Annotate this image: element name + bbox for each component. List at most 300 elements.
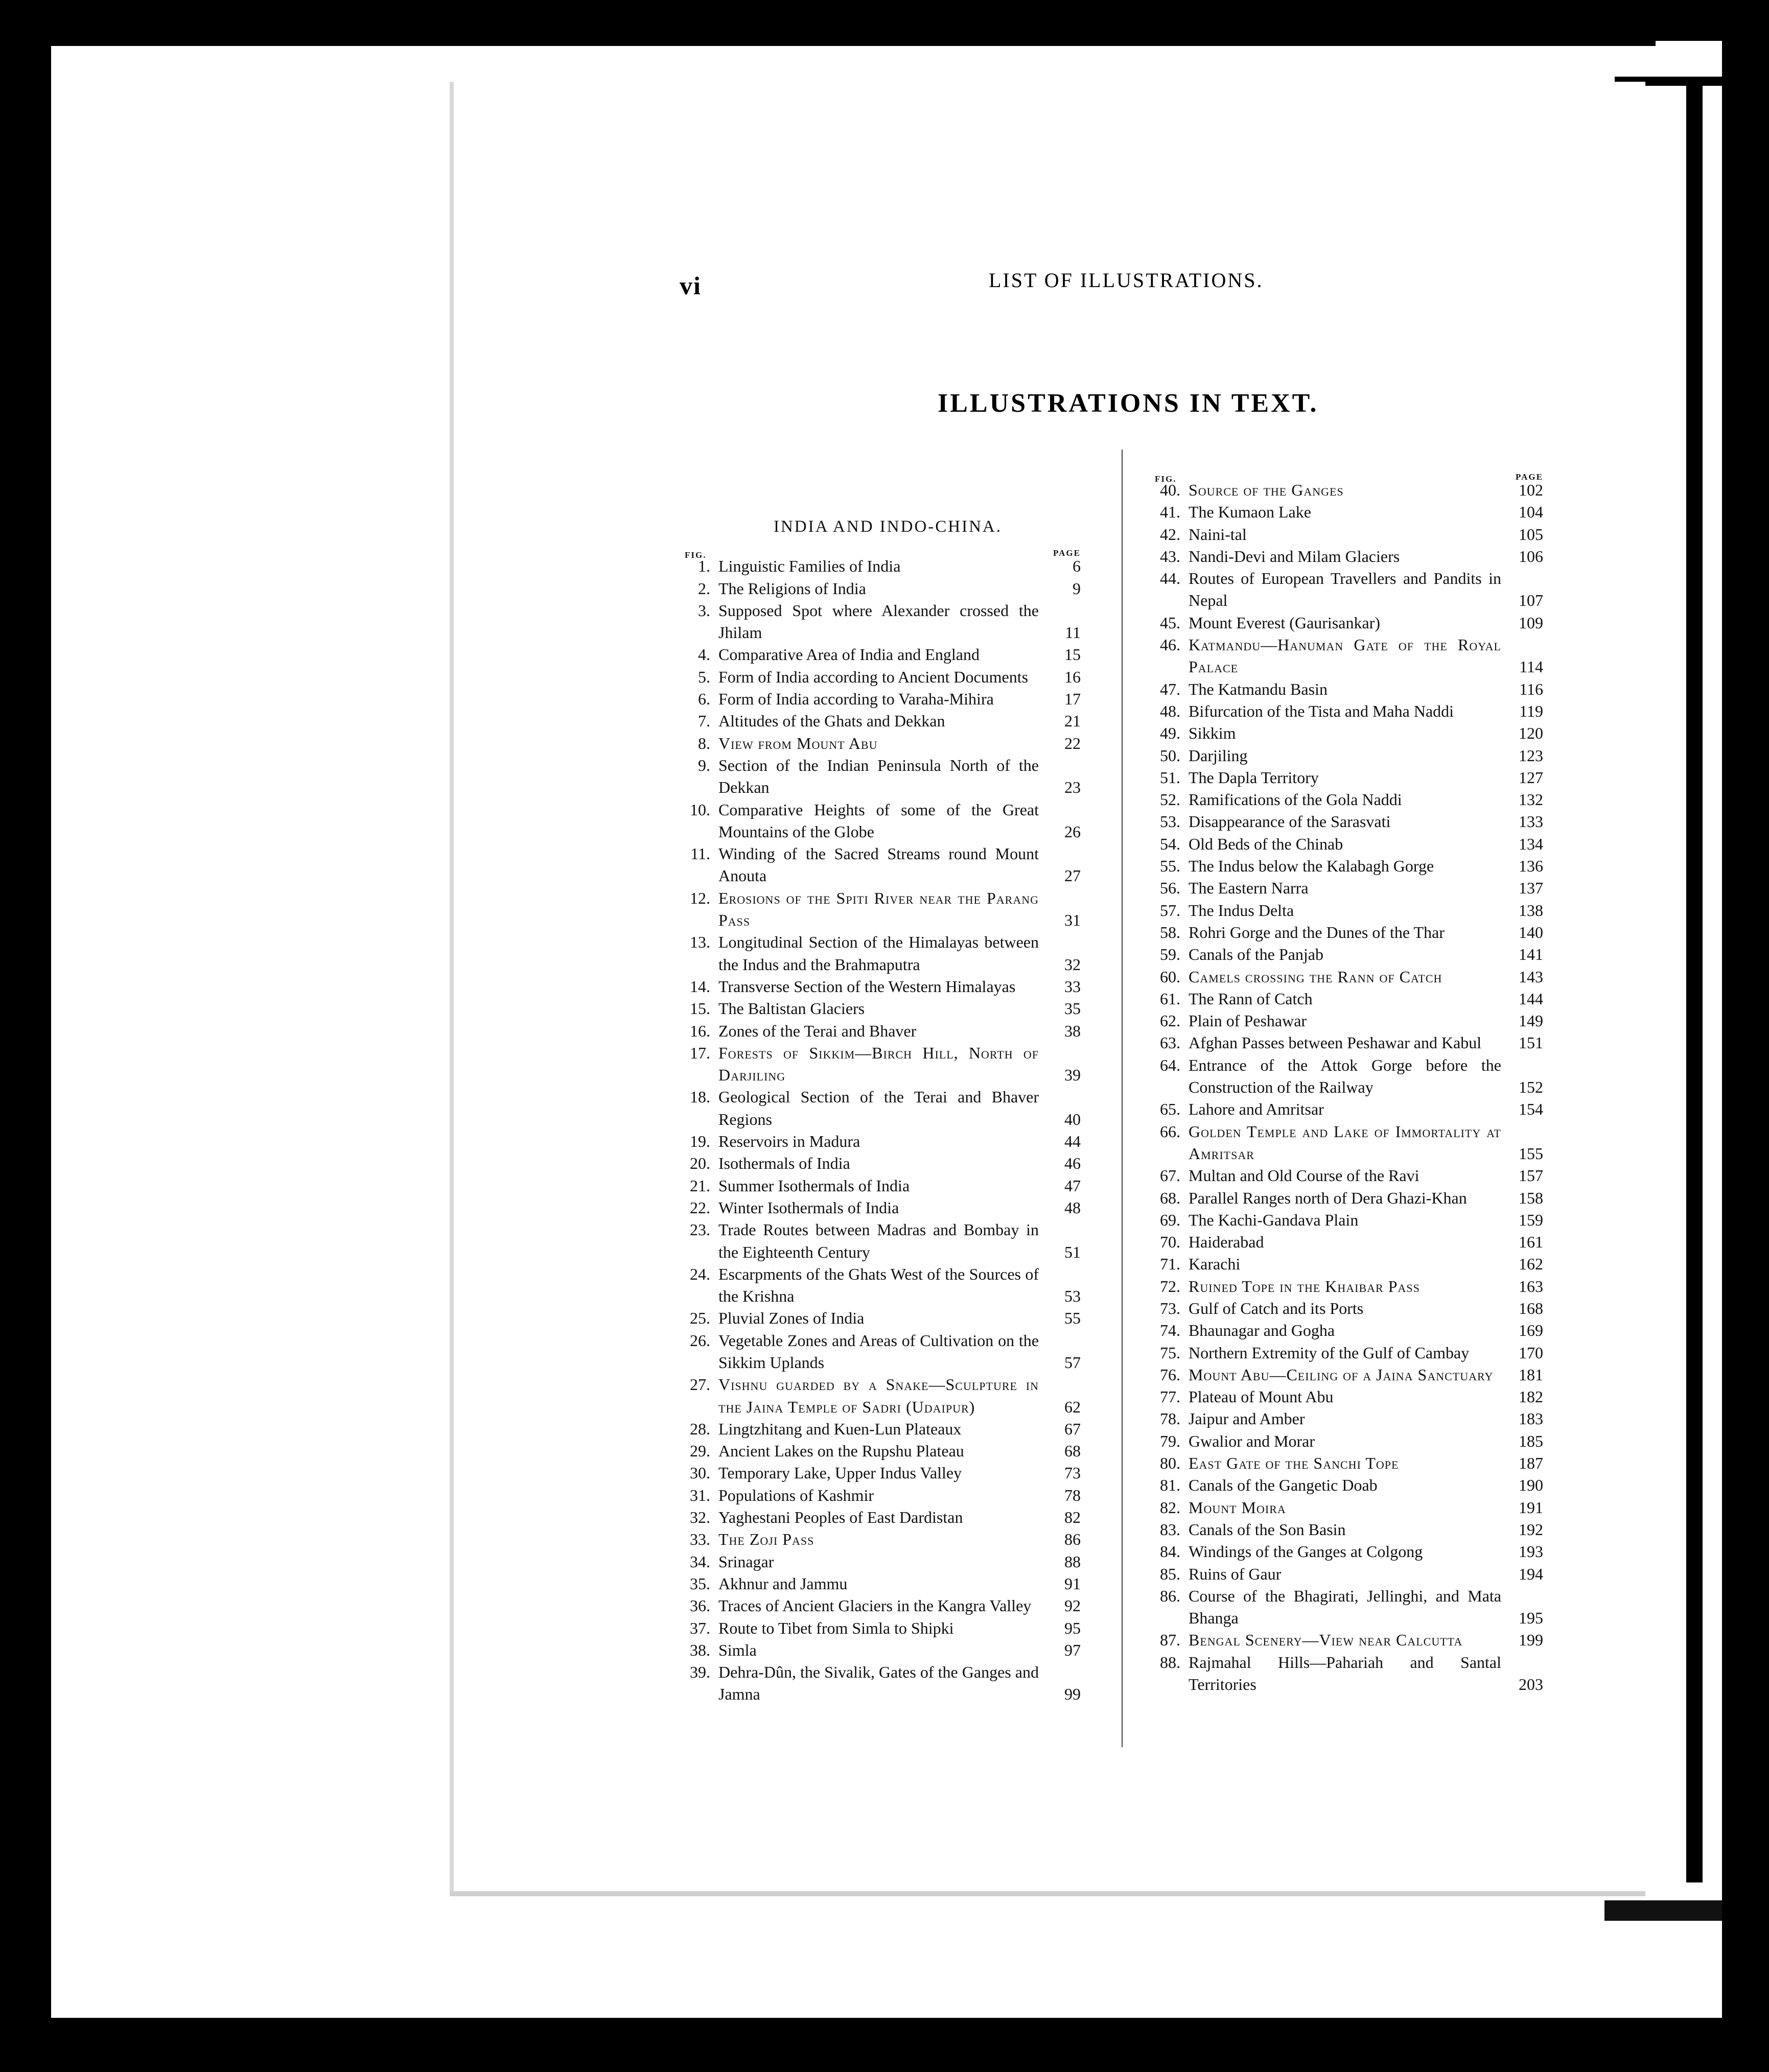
list-item [1145, 877, 1543, 899]
figure-number: 75. [1160, 1343, 1180, 1362]
figure-title: Canals of the Son Basin [1189, 1520, 1346, 1539]
figure-number: 69. [1160, 1210, 1180, 1229]
list-item [674, 1506, 1081, 1528]
figure-title: Entrance of the Attok Gorge before the Construction of the Railway [1189, 1055, 1501, 1097]
page-reference: 53 [1064, 1287, 1081, 1306]
list-item [674, 976, 1081, 998]
figure-title: The Indus below the Kalabagh Gorge [1189, 857, 1434, 876]
page-reference: 16 [1064, 667, 1081, 686]
page-reference: 92 [1064, 1596, 1081, 1615]
page-reference: 162 [1519, 1255, 1543, 1274]
page-reference: 62 [1064, 1397, 1081, 1416]
figure-number: 32. [690, 1508, 710, 1527]
list-item [1145, 1541, 1543, 1563]
figure-title: Section of the Indian Peninsula North of the Dekkan [718, 756, 1039, 797]
figure-number: 44. [1160, 569, 1180, 588]
figure-number: 49. [1160, 724, 1180, 743]
page-reference: 193 [1519, 1542, 1543, 1561]
list-item [1145, 1452, 1543, 1474]
figure-title: Rajmahal Hills—Pahariah and Santal Territories [1189, 1653, 1501, 1694]
figure-title: Erosions of the Spiti River near the Parang Pass [718, 888, 1039, 930]
figure-title: Winter Isothermals of India [718, 1198, 899, 1217]
figure-title: Vishnu guarded by a Snake—Sculpture in the Jaina Temple of Sadri (Udaipur) [718, 1375, 1039, 1416]
list-item [1145, 988, 1543, 1010]
figure-title: Trade Routes between Madras and Bombay in the Eighteenth Century [718, 1220, 1039, 1261]
page-reference: 39 [1064, 1066, 1081, 1085]
list-item [674, 843, 1081, 887]
list-item [1145, 524, 1543, 546]
page-reference: 169 [1519, 1321, 1543, 1340]
figure-number: 70. [1160, 1233, 1180, 1252]
figure-number: 30. [690, 1464, 710, 1482]
page-reference: 114 [1519, 657, 1543, 676]
figure-title: Simla [718, 1640, 757, 1659]
figure-title: Longitudinal Section of the Himalayas between the Indus and the Brahmaputra [718, 933, 1039, 974]
figure-number: 7. [698, 712, 710, 731]
page-reference: 127 [1519, 768, 1543, 787]
figure-title: Mount Everest (Gaurisankar) [1189, 613, 1380, 632]
figure-title: Parallel Ranges north of Dera Ghazi-Khan [1189, 1188, 1467, 1207]
page-reference: 97 [1064, 1640, 1081, 1659]
page-reference: 140 [1519, 923, 1543, 941]
list-item [674, 555, 1081, 577]
page-reference: 168 [1519, 1299, 1543, 1317]
left-column [674, 516, 1081, 1706]
figure-title: Bengal Scenery—View near Calcutta [1189, 1631, 1463, 1650]
figure-title: The Rann of Catch [1189, 989, 1313, 1008]
figure-title: Temporary Lake, Upper Indus Valley [718, 1464, 962, 1482]
figure-number: 8. [698, 734, 710, 752]
page-reference: 31 [1064, 911, 1081, 930]
figure-title: Altitudes of the Ghats and Dekkan [718, 712, 945, 731]
figure-number: 71. [1160, 1255, 1180, 1274]
list-item [1145, 1563, 1543, 1585]
fig-header: FIG. [1155, 474, 1177, 484]
figure-title: Naini-tal [1189, 525, 1247, 544]
list-item [1145, 1497, 1543, 1519]
list-item [674, 1374, 1081, 1418]
list-item [1145, 922, 1543, 944]
figure-number: 28. [690, 1419, 710, 1438]
figure-title: Camels crossing the Rann of Catch [1189, 967, 1442, 986]
page-reference: 107 [1519, 591, 1543, 610]
figure-title: Mount Moira [1189, 1498, 1286, 1517]
list-item [1145, 1165, 1543, 1187]
list-item [1145, 1320, 1543, 1341]
list-item [1145, 1054, 1543, 1099]
figure-number: 64. [1160, 1055, 1180, 1074]
figure-number: 43. [1160, 547, 1180, 566]
list-item [674, 1639, 1081, 1661]
page-reference: 6 [1073, 557, 1081, 576]
figure-number: 5. [698, 667, 710, 686]
page-reference: 11 [1065, 623, 1081, 642]
page-reference: 86 [1064, 1530, 1081, 1549]
page-reference: 138 [1519, 901, 1543, 920]
figure-title: Traces of Ancient Glaciers in the Kangra Valley [718, 1596, 1032, 1615]
figure-title: Haiderabad [1189, 1233, 1264, 1252]
list-item [1145, 745, 1543, 767]
page-reference: 33 [1064, 977, 1081, 996]
page-reference: 134 [1519, 834, 1543, 853]
page-reference: 26 [1064, 822, 1081, 841]
figure-number: 57. [1160, 901, 1180, 920]
figure-title: Mount Abu—Ceiling of a Jaina Sanctuary [1189, 1365, 1494, 1384]
page-reference: 73 [1064, 1464, 1081, 1482]
figure-title: Vegetable Zones and Areas of Cultivation on the Sikkim Uplands [718, 1331, 1039, 1372]
figure-title: The Baltistan Glaciers [718, 999, 865, 1018]
figure-title: Karachi [1189, 1255, 1241, 1274]
figure-title: Escarpments of the Ghats West of the Sources of the Krishna [718, 1264, 1039, 1306]
list-item [1145, 966, 1543, 988]
figure-title: Ruined Tope in the Khaibar Pass [1189, 1277, 1420, 1296]
list-item [674, 1330, 1081, 1374]
figure-title: Reservoirs in Madura [718, 1132, 860, 1151]
list-item [1145, 1253, 1543, 1275]
figure-number: 58. [1160, 923, 1180, 941]
figure-title: Transverse Section of the Western Himalayas [718, 977, 1016, 996]
figure-number: 41. [1160, 503, 1180, 522]
figure-number: 10. [690, 800, 710, 819]
figure-title: Form of India according to Varaha-Mihira [718, 690, 994, 709]
list-item [674, 1485, 1081, 1506]
list-item [674, 1175, 1081, 1197]
page-reference: 120 [1519, 724, 1543, 743]
page-reference: 195 [1519, 1609, 1543, 1628]
figure-title: Jaipur and Amber [1189, 1409, 1305, 1428]
page-reference: 185 [1519, 1431, 1543, 1450]
figure-title: The Zoji Pass [718, 1530, 814, 1549]
figure-title: Populations of Kashmir [718, 1486, 874, 1504]
figure-title: Afghan Passes between Peshawar and Kabul [1189, 1033, 1482, 1052]
list-item [1145, 1032, 1543, 1054]
figure-number: 74. [1160, 1321, 1180, 1340]
figure-number: 14. [690, 977, 710, 996]
page-reference: 119 [1519, 701, 1543, 720]
figure-number: 62. [1160, 1011, 1180, 1030]
page-reference: 51 [1064, 1242, 1081, 1261]
figure-number: 52. [1160, 790, 1180, 809]
list-item [674, 1617, 1081, 1639]
page-reference: 144 [1519, 989, 1543, 1008]
spine-foot [1604, 1900, 1722, 1921]
figure-title: Yaghestani Peoples of East Dardistan [718, 1508, 963, 1527]
page-reference: 192 [1519, 1520, 1543, 1539]
list-item [674, 887, 1081, 932]
list-item [1145, 1585, 1543, 1630]
figure-number: 11. [690, 844, 710, 863]
list-item [674, 644, 1081, 666]
figure-title: Winding of the Sacred Streams round Mount Anouta [718, 844, 1039, 885]
figure-number: 3. [698, 601, 710, 620]
list-item [1145, 1231, 1543, 1253]
page-reference: 190 [1519, 1476, 1543, 1495]
figure-number: 80. [1160, 1454, 1180, 1473]
figure-number: 29. [690, 1442, 710, 1461]
figure-title: The Dapla Territory [1189, 768, 1319, 787]
figure-number: 60. [1160, 967, 1180, 986]
list-item [1145, 1342, 1543, 1364]
figure-title: The Indus Delta [1189, 901, 1294, 920]
figure-number: 61. [1160, 989, 1180, 1008]
running-title: LIST OF ILLUSTRATIONS. [989, 269, 1264, 292]
page-reference: 159 [1519, 1210, 1543, 1229]
figure-title: Gwalior and Morar [1189, 1431, 1315, 1450]
figure-number: 21. [690, 1176, 710, 1195]
page-reference: 170 [1519, 1343, 1543, 1362]
figure-title: Dehra-Dûn, the Sivalik, Gates of the Ganges and Jamna [718, 1663, 1039, 1704]
figure-title: East Gate of the Sanchi Tope [1189, 1454, 1399, 1473]
page-reference: 137 [1519, 879, 1543, 898]
page-reference: 155 [1519, 1144, 1543, 1163]
list-item [674, 1131, 1081, 1152]
figure-number: 88. [1160, 1653, 1180, 1671]
page-reference: 151 [1519, 1033, 1543, 1052]
list-item [1145, 767, 1543, 789]
list-item [1145, 1519, 1543, 1541]
list-item [674, 1307, 1081, 1329]
list-item [1145, 479, 1543, 501]
figure-number: 48. [1160, 701, 1180, 720]
figure-title: Comparative Heights of some of the Great Mountains of the Globe [718, 800, 1039, 841]
page-reference: 68 [1064, 1442, 1081, 1461]
list-item [674, 1661, 1081, 1706]
page-reference: 48 [1064, 1198, 1081, 1217]
figure-title: Katmandu—Hanuman Gate of the Royal Palace [1189, 635, 1501, 676]
figure-title: Route to Tibet from Simla to Shipki [718, 1618, 954, 1637]
figure-number: 47. [1160, 679, 1180, 698]
figure-number: 6. [698, 690, 710, 709]
figure-title: Canals of the Panjab [1189, 945, 1323, 964]
page-reference: 82 [1064, 1508, 1081, 1527]
page-reference: 99 [1064, 1685, 1081, 1704]
figure-number: 87. [1160, 1631, 1180, 1650]
figure-title: Gulf of Catch and its Ports [1189, 1299, 1364, 1317]
figure-number: 9. [698, 756, 710, 774]
page-reference: 182 [1519, 1387, 1543, 1406]
figure-title: The Eastern Narra [1189, 879, 1309, 898]
figure-number: 82. [1160, 1498, 1180, 1517]
page-reference: 105 [1519, 525, 1543, 544]
list-item [674, 688, 1081, 710]
figure-number: 36. [690, 1596, 710, 1615]
figure-title: Forests of Sikkim—Birch Hill, North of Darjiling [718, 1043, 1039, 1085]
page-reference: 15 [1064, 645, 1081, 664]
column-headers-right [1145, 466, 1543, 484]
list-item [674, 1086, 1081, 1131]
figure-number: 73. [1160, 1299, 1180, 1317]
figure-number: 31. [690, 1486, 710, 1504]
list-item [674, 1219, 1081, 1263]
figure-number: 54. [1160, 834, 1180, 853]
figure-number: 38. [690, 1640, 710, 1659]
figure-number: 81. [1160, 1476, 1180, 1495]
figure-title: Ruins of Gaur [1189, 1564, 1282, 1583]
list-item [674, 1418, 1081, 1440]
list-item [1145, 1652, 1543, 1696]
figure-number: 53. [1160, 812, 1180, 831]
figure-number: 20. [690, 1154, 710, 1173]
list-item [1145, 700, 1543, 722]
list-item [674, 1152, 1081, 1174]
page-header: PAGE [1053, 548, 1081, 558]
figure-title: Linguistic Families of India [718, 557, 901, 576]
list-item [674, 799, 1081, 843]
list-item [674, 1197, 1081, 1219]
list-item [1145, 1298, 1543, 1320]
list-item [674, 578, 1081, 600]
figure-number: 37. [690, 1618, 710, 1637]
page-reference: 163 [1519, 1277, 1543, 1296]
figure-number: 85. [1160, 1564, 1180, 1583]
list-item [1145, 1010, 1543, 1032]
page-reference: 17 [1064, 690, 1081, 709]
figure-title: Plateau of Mount Abu [1189, 1387, 1334, 1406]
figure-title: Old Beds of the Chinab [1189, 834, 1343, 853]
list-item [1145, 1386, 1543, 1408]
page-reference: 88 [1064, 1552, 1081, 1571]
list-item [1145, 833, 1543, 855]
list-item [1145, 1276, 1543, 1298]
figure-title: Zones of the Terai and Bhaver [718, 1021, 917, 1040]
page-reference: 132 [1519, 790, 1543, 809]
figure-number: 77. [1160, 1387, 1180, 1406]
list-item [674, 1020, 1081, 1042]
page-reference: 35 [1064, 999, 1081, 1018]
figure-number: 33. [690, 1530, 710, 1549]
figure-title: Lahore and Amritsar [1189, 1100, 1324, 1119]
figure-number: 86. [1160, 1586, 1180, 1605]
page-reference: 22 [1064, 734, 1081, 752]
list-item [1145, 1629, 1543, 1651]
right-column [1145, 466, 1543, 1696]
figure-title: Darjiling [1189, 746, 1248, 765]
figure-number: 63. [1160, 1033, 1180, 1052]
page-reference: 32 [1064, 955, 1081, 974]
figure-title: Supposed Spot where Alexander crossed the Jhilam [718, 601, 1039, 642]
figure-number: 66. [1160, 1122, 1180, 1141]
figure-title: Akhnur and Jammu [718, 1574, 848, 1593]
figure-title: Canals of the Gangetic Doab [1189, 1476, 1378, 1495]
list-item [674, 600, 1081, 644]
figure-number: 40. [1160, 481, 1180, 499]
figure-number: 68. [1160, 1188, 1180, 1207]
figure-number: 65. [1160, 1100, 1180, 1119]
page-reference: 181 [1519, 1365, 1543, 1384]
figure-number: 23. [690, 1220, 710, 1239]
figure-title: Bifurcation of the Tista and Maha Naddi [1189, 701, 1454, 720]
figure-number: 84. [1160, 1542, 1180, 1561]
page-reference: 95 [1064, 1618, 1081, 1637]
figure-number: 83. [1160, 1520, 1180, 1539]
page-reference: 106 [1519, 547, 1543, 566]
page-reference: 40 [1064, 1110, 1081, 1128]
figure-title: Summer Isothermals of India [718, 1176, 910, 1195]
figure-number: 25. [690, 1309, 710, 1328]
page-reference: 109 [1519, 613, 1543, 632]
list-item [674, 1462, 1081, 1484]
page-reference: 116 [1519, 679, 1543, 698]
page-bottom-edge [450, 1891, 1645, 1896]
column-headers-left [674, 542, 1081, 560]
figure-title: Multan and Old Course of the Ravi [1189, 1166, 1419, 1185]
page-reference: 183 [1519, 1409, 1543, 1428]
page-reference: 199 [1519, 1631, 1543, 1650]
figure-title: Pluvial Zones of India [718, 1309, 865, 1328]
list-item [674, 931, 1081, 976]
page-reference: 46 [1064, 1154, 1081, 1173]
figure-number: 42. [1160, 525, 1180, 544]
list-item [674, 1551, 1081, 1573]
page-reference: 91 [1064, 1574, 1081, 1593]
list-item [1145, 789, 1543, 811]
list-item [1145, 546, 1543, 568]
list-item [674, 1263, 1081, 1308]
figure-title: Bhaunagar and Gogha [1189, 1321, 1335, 1340]
figure-title: The Religions of India [718, 579, 866, 598]
page-reference: 133 [1519, 812, 1543, 831]
list-item [1145, 855, 1543, 877]
figure-number: 59. [1160, 945, 1180, 964]
page-title: ILLUSTRATIONS IN TEXT. [938, 389, 1319, 418]
list-item [1145, 1408, 1543, 1430]
page-reference: 191 [1519, 1498, 1543, 1517]
list-item [1145, 944, 1543, 966]
page-reference: 141 [1519, 945, 1543, 964]
list-item [674, 1042, 1081, 1087]
list-item [674, 1573, 1081, 1595]
figure-number: 27. [690, 1375, 710, 1394]
figure-title: Geological Section of the Terai and Bhaver Regions [718, 1088, 1039, 1128]
figure-title: Sikkim [1189, 724, 1236, 743]
figure-number: 13. [690, 933, 710, 952]
left-entry-list [674, 555, 1081, 1705]
page-reference: 136 [1519, 857, 1543, 876]
page-reference: 104 [1519, 503, 1543, 522]
figure-number: 17. [690, 1043, 710, 1062]
column-divider [1122, 450, 1123, 1747]
page-reference: 21 [1064, 712, 1081, 731]
list-item [674, 1440, 1081, 1462]
list-item [1145, 612, 1543, 634]
figure-title: The Katmandu Basin [1189, 679, 1328, 698]
figure-title: Northern Extremity of the Gulf of Cambay [1189, 1343, 1470, 1362]
figure-title: Isothermals of India [718, 1154, 850, 1173]
figure-number: 76. [1160, 1365, 1180, 1384]
list-item [674, 1595, 1081, 1617]
page-reference: 38 [1064, 1021, 1081, 1040]
page-reference: 161 [1519, 1233, 1543, 1252]
figure-title: Windings of the Ganges at Colgong [1189, 1542, 1423, 1561]
right-entry-list [1145, 479, 1543, 1696]
figure-number: 51. [1160, 768, 1180, 787]
list-item [1145, 678, 1543, 700]
page-reference: 44 [1064, 1132, 1081, 1151]
figure-title: The Kachi-Gandava Plain [1189, 1210, 1359, 1229]
figure-number: 50. [1160, 746, 1180, 765]
figure-number: 56. [1160, 879, 1180, 898]
figure-title: Source of the Ganges [1189, 481, 1344, 499]
page-reference: 187 [1519, 1454, 1543, 1473]
figure-title: View from Mount Abu [718, 734, 878, 752]
figure-title: Ancient Lakes on the Rupshu Plateau [718, 1442, 964, 1461]
page-left-edge [450, 82, 454, 1895]
figure-title: Plain of Peshawar [1189, 1011, 1307, 1030]
figure-number: 35. [690, 1574, 710, 1593]
list-item [1145, 1187, 1543, 1209]
figure-number: 46. [1160, 635, 1180, 654]
list-item [1145, 1098, 1543, 1120]
